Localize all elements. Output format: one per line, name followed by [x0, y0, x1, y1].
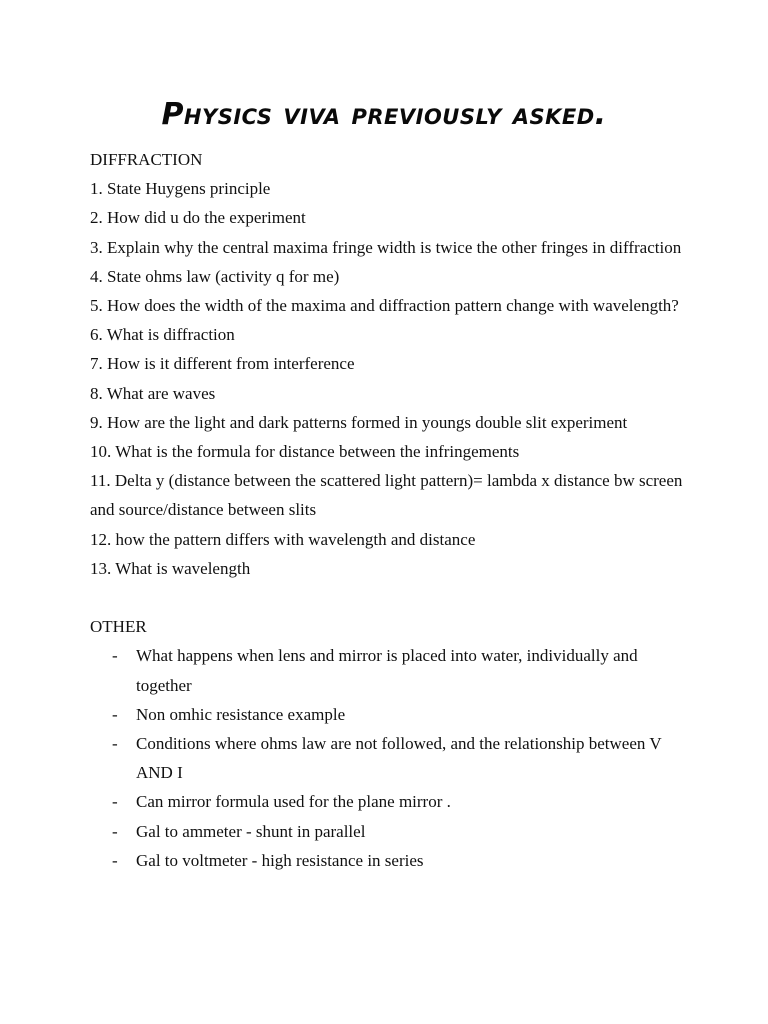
list-item: 9. How are the light and dark patterns formed in youngs double slit experiment	[90, 412, 628, 432]
bullet-dash: -	[112, 821, 118, 841]
page-title: Physics viva previously asked.	[161, 97, 607, 132]
list-item: 7. How is it different from interference	[90, 354, 355, 374]
section-heading-diffraction: DIFFRACTION	[90, 150, 203, 169]
list-item-text: Can mirror formula used for the plane mirror .	[136, 792, 451, 812]
list-item: 1. State Huygens principle	[90, 179, 271, 199]
bullet-dash: -	[112, 792, 118, 812]
list-item: 10. What is the formula for distance between the infringements	[90, 442, 520, 462]
bullet-dash: -	[112, 704, 118, 724]
diffraction-question-list	[90, 174, 690, 583]
list-item: 13. What is wavelength	[90, 558, 251, 578]
list-item	[90, 817, 690, 846]
section-spacer	[90, 583, 690, 612]
bullet-dash: -	[112, 646, 118, 666]
list-item	[90, 787, 690, 816]
list-item: 3. Explain why the central maxima fringe width is twice the other fringes in diffraction	[90, 237, 682, 257]
list-item-text: What happens when lens and mirror is placed into water, individually and together	[136, 646, 638, 695]
list-item: 2. How did u do the experiment	[90, 208, 306, 228]
list-item	[90, 641, 690, 699]
bullet-dash: -	[112, 850, 118, 870]
list-item	[90, 846, 690, 875]
list-item: 4. State ohms law (activity q for me)	[90, 266, 340, 286]
bullet-dash: -	[112, 734, 118, 754]
list-item: 11. Delta y (distance between the scattered light pattern)= lambda x distance bw screen and source/distance between slits	[90, 471, 683, 520]
list-item-text: Non omhic resistance example	[136, 704, 346, 724]
list-item-text: Gal to voltmeter - high resistance in series	[136, 850, 424, 870]
list-item: 5. How does the width of the maxima and diffraction pattern change with wavelength?	[90, 296, 679, 316]
section-heading-other: OTHER	[90, 617, 147, 637]
other-question-list	[90, 641, 690, 875]
list-item	[90, 729, 690, 787]
document-body	[90, 145, 690, 875]
list-item-text: Conditions where ohms law are not followed, and the relationship between V AND I	[136, 734, 662, 783]
list-item	[90, 700, 690, 729]
list-item-text: Gal to ammeter - shunt in parallel	[136, 821, 366, 841]
list-item: 12. how the pattern differs with wavelength and distance	[90, 529, 476, 549]
list-item: 6. What is diffraction	[90, 325, 235, 345]
list-item: 8. What are waves	[90, 383, 216, 403]
